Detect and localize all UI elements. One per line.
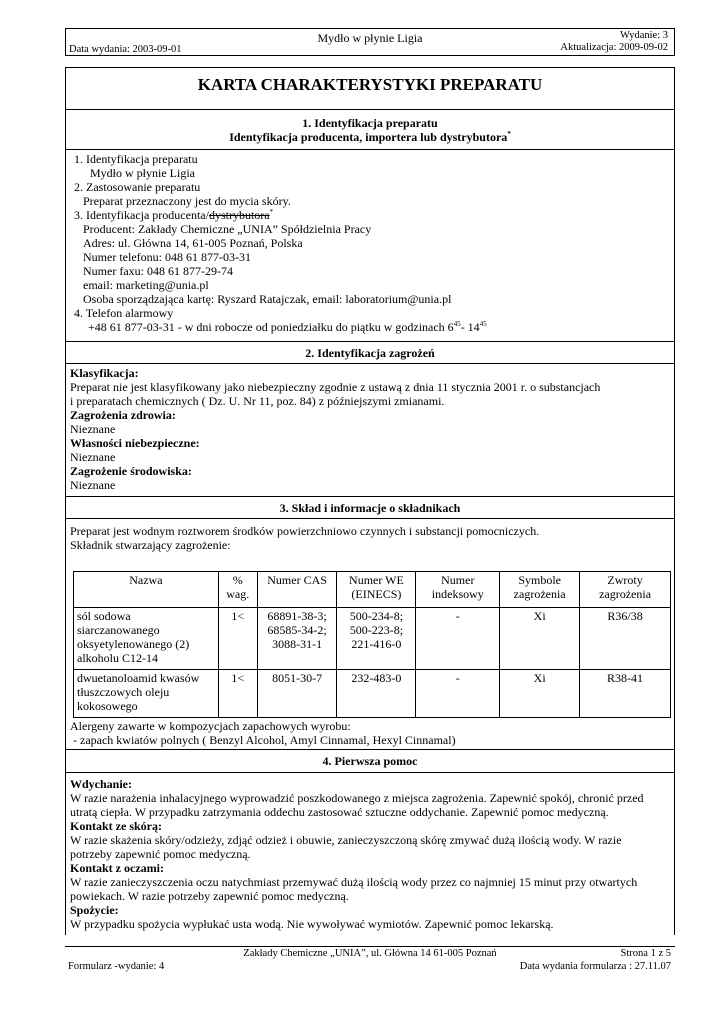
- s1-line-1: 1. Identyfikacja preparatu: [74, 152, 198, 166]
- wdychanie-label: Wdychanie:: [70, 777, 133, 791]
- col-header-text: Zwroty zagrożenia: [599, 573, 652, 601]
- table-cell: R36/38: [580, 608, 671, 670]
- section-2-body: [66, 363, 674, 497]
- col-header: Nazwa: [74, 572, 219, 608]
- section-4-title: 4. Pierwsza pomoc: [322, 754, 418, 768]
- oczy-text-1: W razie zanieczyszczenia oczu natychmiast przemywać dużą ilością wody przez co najmniej 15 minut przy otwartych: [70, 875, 638, 889]
- col-header: [416, 572, 500, 608]
- s1-line-2: Mydło w płynie Ligia: [90, 166, 195, 180]
- footer-page-number: Strona 1 z 5: [620, 948, 671, 959]
- allergens-label: Alergeny zawarte w kompozycjach zapachowych wyrobu:: [70, 719, 351, 733]
- klasyfikacja-text-1: Preparat nie jest klasyfikowany jako niebezpieczny zgodnie z ustawą z dnia 11 stycznia 2001 r. o substancjach: [70, 380, 601, 394]
- spozycie-text: W przypadku spożycia wypłukać usta wodą. Nie wywoływać wymiotów. Zapewnić pomoc lekarską.: [70, 917, 554, 931]
- skora-text-2: potrzeby zapewnić pomoc medyczną.: [70, 847, 251, 861]
- s3-intro-1: Preparat jest wodnym roztworem środków powierzchniowo czynnych i substancji pomocniczych.: [70, 524, 540, 538]
- table-cell: [257, 608, 337, 670]
- table-cell: -: [416, 670, 500, 718]
- footer-form-date: Data wydania formularza : 27.11.07: [519, 961, 671, 972]
- col-header-text: Numer WE (EINECS): [349, 573, 404, 601]
- document-title: KARTA CHARAKTERYSTYKI PREPARATU: [197, 75, 543, 94]
- cell-text: 68891-38-3; 68585-34-2; 3088-31-1: [267, 609, 327, 651]
- footnote-star: *: [269, 208, 274, 216]
- s1-line-3: 2. Zastosowanie preparatu: [74, 180, 201, 194]
- table-cell: [337, 608, 416, 670]
- table-row: [74, 608, 671, 670]
- table-cell: Xi: [500, 670, 580, 718]
- document-body: [65, 67, 675, 935]
- zagrozenie-srodowiska-value: Nieznane: [70, 478, 116, 492]
- section-2-title: 2. Identyfikacja zagrożeń: [305, 346, 435, 360]
- page-header: [65, 28, 675, 56]
- s1-line-11: Osoba sporządzająca kartę: Ryszard Ratajczak, email: laboratorium@unia.pl: [83, 292, 452, 306]
- zagrozenia-zdrowia-value: Nieznane: [70, 422, 116, 436]
- table-cell: [74, 670, 219, 718]
- allergens-list: - zapach kwiatów polnych ( Benzyl Alcohol, Amyl Cinnamal, Hexyl Cinnamal): [70, 733, 456, 747]
- table-cell: 1<: [218, 670, 257, 718]
- s1-line-13-text-2: - 14: [460, 320, 480, 334]
- cell-text: 500-234-8; 500-223-8; 221-416-0: [349, 609, 404, 651]
- table-cell: 232-483-0: [337, 670, 416, 718]
- col-header-text: % wag.: [226, 573, 250, 601]
- col-header: [580, 572, 671, 608]
- s1-line-8: Numer telefonu: 048 61 877-03-31: [83, 250, 251, 264]
- zagrozenia-zdrowia-label: Zagrożenia zdrowia:: [70, 408, 176, 422]
- col-header-text: Symbole zagrożenia: [513, 573, 566, 601]
- s1-line-13-sup-1: 45: [453, 320, 461, 328]
- oczy-text-2: powiekach. W razie potrzeby zapewnić pomoc medyczną.: [70, 889, 349, 903]
- section-1-title: 1. Identyfikacja preparatu: [302, 116, 438, 130]
- klasyfikacja-text-2: i preparatach chemicznych ( Dz. U. Nr 11, poz. 84) z późniejszymi zmianami.: [70, 394, 445, 408]
- skora-text-1: W razie skażenia skóry/odzieży, zdjąć odzież i obuwie, zanieczyszczoną skórę zmywać dużą ilością wody. W razie: [70, 833, 622, 847]
- col-header: [218, 572, 257, 608]
- s1-line-13: [88, 320, 487, 334]
- cell-text: dwuetanoloamid kwasów tłuszczowych oleju kokosowego: [77, 671, 200, 713]
- klasyfikacja-label: Klasyfikacja:: [70, 366, 139, 380]
- s1-line-6: Producent: Zakłady Chemiczne „UNIA” Spółdzielnia Pracy: [83, 222, 372, 236]
- section-1-body: [66, 149, 674, 342]
- footnote-star: *: [507, 130, 511, 138]
- s1-line-4: Preparat przeznaczony jest do mycia skóry.: [83, 194, 291, 208]
- wdychanie-text-2: utratą ciepła. W przypadku zatrzymania oddechu zastosować sztuczne oddychanie. Zapewnić pomoc medyczną.: [70, 805, 609, 819]
- section-4-body: [66, 772, 674, 937]
- wlasnosci-label: Własności niebezpieczne:: [70, 436, 200, 450]
- table-cell: 1<: [218, 608, 257, 670]
- s3-intro-2: Składnik stwarzający zagrożenie:: [70, 538, 231, 552]
- s1-line-5-text: 3. Identyfikacja producenta/: [74, 208, 209, 222]
- section-1-header: [66, 109, 674, 150]
- section-3-title: 3. Skład i informacje o składnikach: [279, 501, 461, 515]
- s1-line-12: 4. Telefon alarmowy: [74, 306, 174, 320]
- table-cell: [74, 608, 219, 670]
- footer-company: Zakłady Chemiczne „UNIA”, ul. Główna 14 61-005 Poznań: [243, 948, 497, 959]
- table-cell: Xi: [500, 608, 580, 670]
- table-header-row: [74, 572, 671, 608]
- cell-text: sól sodowa siarczanowanego oksyetylenowanego (2) alkoholu C12-14: [77, 609, 190, 665]
- header-edition: Wydanie: 3: [619, 30, 668, 41]
- components-table: [73, 571, 671, 718]
- section-3-header: [66, 496, 674, 519]
- section-2-header: [66, 341, 674, 364]
- table-cell: R38-41: [580, 670, 671, 718]
- skora-label: Kontakt ze skórą:: [70, 819, 162, 833]
- section-1-subtitle: [66, 130, 674, 145]
- table-cell: 8051-30-7: [257, 670, 337, 718]
- section-1-subtitle-text: Identyfikacja producenta, importera lub dystrybutora: [229, 130, 508, 144]
- table-row: [74, 670, 671, 718]
- col-header: [337, 572, 416, 608]
- s1-line-7: Adres: ul. Główna 14, 61-005 Poznań, Polska: [83, 236, 303, 250]
- section-3-body: [66, 518, 674, 750]
- zagrozenie-srodowiska-label: Zagrożenie środowiska:: [70, 464, 192, 478]
- s1-line-5-strikethrough: dystrybutora: [208, 208, 270, 222]
- section-4-header: [66, 749, 674, 773]
- header-issue-date: Data wydania: 2003-09-01: [69, 44, 182, 55]
- oczy-label: Kontakt z oczami:: [70, 861, 164, 875]
- s1-line-10: email: marketing@unia.pl: [83, 278, 209, 292]
- col-header-text: Numer indeksowy: [431, 573, 484, 601]
- footer-rule: [65, 946, 675, 947]
- wlasnosci-value: Nieznane: [70, 450, 116, 464]
- spozycie-label: Spożycie:: [70, 903, 119, 917]
- s1-line-9: Numer faxu: 048 61 877-29-74: [83, 264, 233, 278]
- col-header: [500, 572, 580, 608]
- wdychanie-text-1: W razie narażenia inhalacyjnego wyprowadzić poszkodowanego z miejsca zagrożenia. Zapewnić spokój, chronić przed: [70, 791, 644, 805]
- header-product-name: Mydło w płynie Ligia: [317, 31, 423, 45]
- table-cell: -: [416, 608, 500, 670]
- header-update-date: Aktualizacja: 2009-09-02: [560, 42, 668, 53]
- s1-line-13-text: +48 61 877-03-31 - w dni robocze od poniedziałku do piątku w godzinach 6: [88, 320, 454, 334]
- s1-line-5: [74, 208, 273, 222]
- s1-line-13-sup-2: 45: [479, 320, 487, 328]
- col-header: Numer CAS: [257, 572, 337, 608]
- footer-form-edition: Formularz -wydanie: 4: [68, 961, 165, 972]
